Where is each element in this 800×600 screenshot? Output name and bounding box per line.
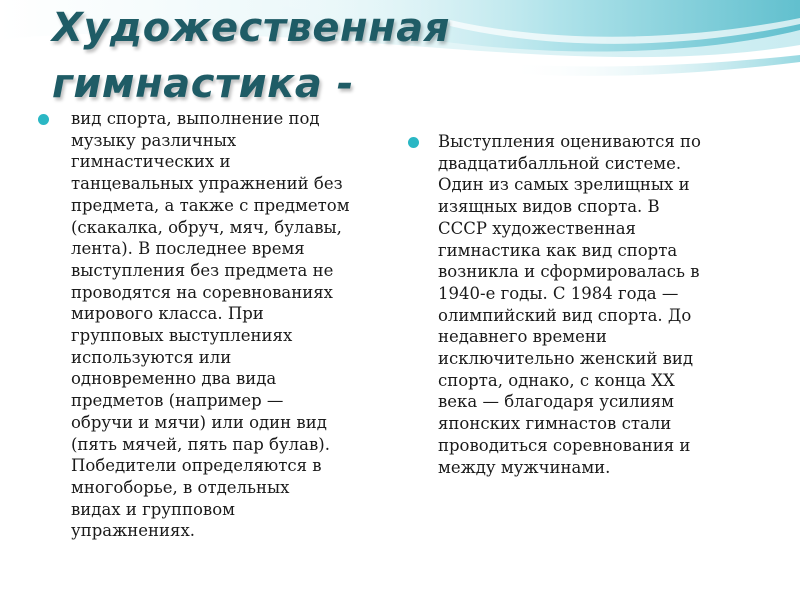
left-column bbox=[38, 108, 383, 542]
right-column bbox=[405, 131, 750, 478]
left-paragraph: вид спорта, выполнение под музыку различных гимнастических и танцевальных упражнений без предмета, а также с предметом (скакалка, обруч, мяч, булавы, лента). В последнее время выступления без предмета не проводятся на соревнованиях мирового класса. При групповых выступлениях используются или одновременно два вида предметов (например — обручи и мячи) или один вид (пять мячей, пять пар булав). Победители определяются в многоборье, в отдельных видах и групповом упражнениях. bbox=[71, 109, 350, 541]
bullet-dot-icon bbox=[408, 137, 419, 148]
bullet-dot-icon bbox=[38, 114, 49, 125]
title-line-2: гимнастика - bbox=[52, 61, 354, 107]
title-line-1: Художественная bbox=[52, 5, 450, 51]
right-paragraph: Выступления оцениваются по двадцатибалльной системе. Один из самых зрелищных и изящных видов спорта. В СССР художественная гимнастика как вид спорта возникла и сформировалась в 1940-е годы. С 1984 года — олимпийский вид спорта. До недавнего времени исключительно женский вид спорта, однако, с конца XX века — благодаря усилиям японских гимнастов стали проводиться соревнования и между мужчинами. bbox=[438, 132, 701, 477]
